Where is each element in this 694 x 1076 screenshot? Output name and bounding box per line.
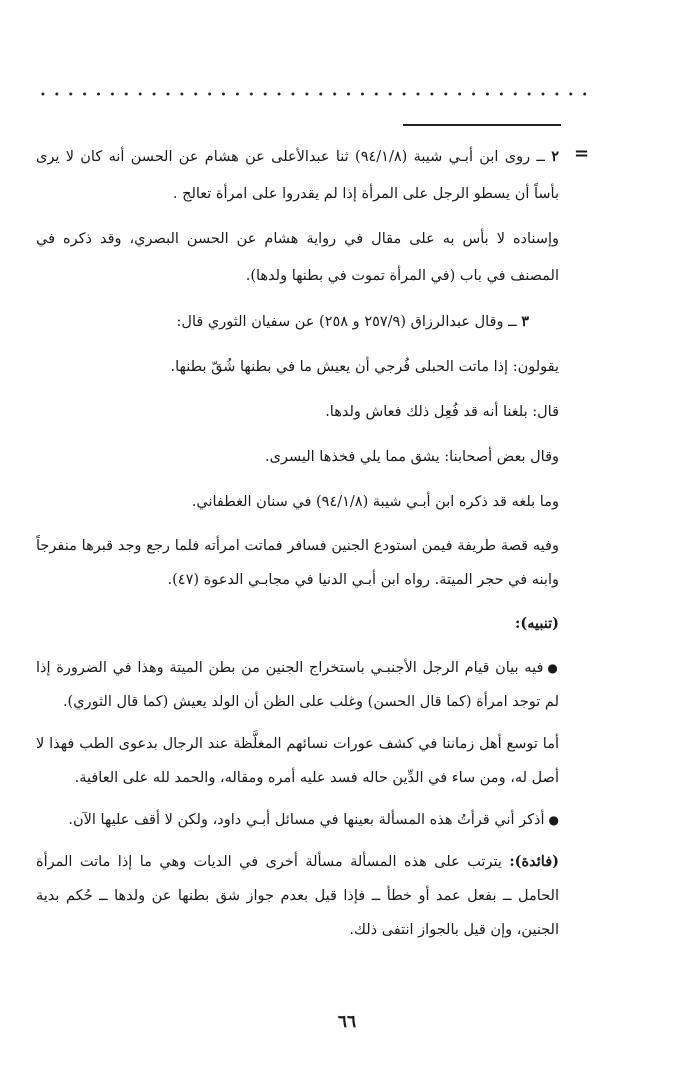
- continuation-mark: =: [574, 143, 590, 164]
- paragraph-benefit: [36, 845, 559, 947]
- benefit-label: (فائدة):: [509, 853, 559, 870]
- paragraph-text: ــ روى ابن أبـي شيبة (٩٤/١/٨) ثنا عبدالأعلى عن هشام عن الحسن أنه كان لا يرى بأساً أن يسطو الرجل على المرأة إذا لم يقدروا على امرأة تعالج .: [36, 149, 559, 202]
- paragraph-text: وما بلغه قد ذكره ابن أبـي شيبة (٩٤/١/٨) في سنان الغطفاني.: [191, 494, 559, 510]
- paragraph-3: [36, 303, 559, 341]
- page-number: ٦٦: [337, 1012, 357, 1032]
- paragraph-isnad: [36, 221, 559, 295]
- footnote-rule: [403, 124, 561, 126]
- dotted-separator: [36, 88, 592, 100]
- paragraph-bullet-2: [36, 803, 559, 837]
- paragraph-text: يترتب على هذه المسألة مسألة أخرى في الديات وهي ما إذا ماتت المرأة الحامل ــ بفعل عمد أو خطأ ــ فإذا قيل بعدم جواز شق بطنها عن ولدها ــ حُكم بدية الجنين، وإن قيل بالجواز انتفى ذلك.: [36, 854, 559, 938]
- note-label: (تنبيه):: [514, 615, 559, 632]
- paragraph-reference: [36, 484, 559, 521]
- footnote-body: [36, 138, 559, 947]
- paragraph-text: قال: بلغنا أنه قد فُعِل ذلك فعاش ولدها.: [325, 404, 559, 420]
- paragraph-text: أذكر أني قرأتُ هذه المسألة بعينها في مسائل أبـي داود، ولكن لا أقف عليها الآن.: [68, 812, 545, 828]
- paragraph-modern: [36, 727, 559, 795]
- item-number: ٢: [551, 148, 560, 165]
- paragraph-text: وقال بعض أصحابنا: يشق مما يلي فخذها اليسرى.: [264, 449, 559, 465]
- note-heading: [36, 605, 559, 643]
- paragraph-text: وإسناده لا بأس به على مقال في رواية هشام عن الحسن البصري، وقد ذكره في المصنف في باب (في المرأة تموت في بطنها ولدها).: [36, 231, 559, 284]
- paragraph-bullet-1: [36, 651, 559, 719]
- paragraph-quote-1: [36, 349, 559, 386]
- paragraph-text: وفيه قصة طريفة فيمن استودع الجنين فسافر فماتت امرأته فلما رجع وجد قبرها منفرجاً وابنه في حجر الميتة. رواه ابن أبـي الدنيا في مجابـي الدعوة (٤٧).: [36, 538, 559, 588]
- item-number: ٣: [521, 313, 529, 330]
- paragraph-quote-2: [36, 394, 559, 431]
- paragraph-text: ــ وقال عبدالرزاق (٢٥٧/٩ و ٢٥٨) عن سفيان الثوري قال:: [176, 314, 517, 330]
- bullet-icon: ●: [547, 661, 559, 675]
- paragraph-quote-3: [36, 439, 559, 476]
- paragraph-text: يقولون: إذا ماتت الحبلى فُرجي أن يعيش ما في بطنها شُقّ بطنها.: [170, 359, 559, 375]
- paragraph-text: فيه بيان قيام الرجل الأجنبـي باستخراج الجنين من بطن الميتة وهذا في الضرورة إذا لم توجد امرأة (كما قال الحسن) وغلب على الظن أن الولد يعيش (كما قال الثوري).: [36, 660, 559, 710]
- bullet-icon: ●: [548, 813, 559, 827]
- paragraph-story: [36, 529, 559, 597]
- paragraph-text: أما توسع أهل زماننا في كشف عورات نسائهم المغلَّظة عند الرجال بدعوى الطب فهذا لا أصل له، ومن ساء في الدِّين حاله فسد عليه أمره ومقاله، والحمد لله على العافية.: [36, 736, 559, 786]
- paragraph-2: [36, 138, 559, 213]
